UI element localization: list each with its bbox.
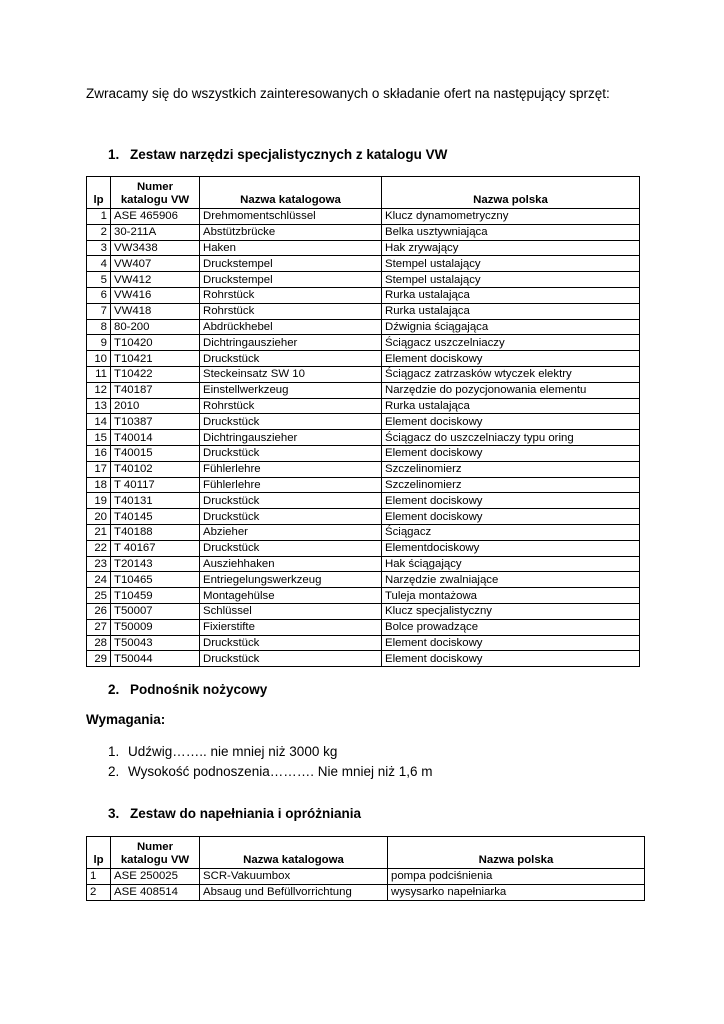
requirement-item: 1. Udźwig…….. nie mniej niż 3000 kg	[108, 744, 338, 759]
cell-nazwa-katalogowa: Dichtringauszieher	[200, 430, 382, 446]
table-row	[87, 556, 640, 572]
table-row	[87, 603, 640, 619]
table-row	[87, 430, 640, 446]
cell-numer: VW407	[111, 256, 200, 272]
cell-nazwa-polska: Tuleja montażowa	[382, 588, 640, 604]
header-numer: Numer katalogu VW	[111, 837, 200, 869]
table-row	[87, 572, 640, 588]
table-row	[87, 493, 640, 509]
cell-lp: 17	[87, 461, 111, 477]
section-1-heading	[108, 147, 447, 162]
table-row	[87, 540, 640, 556]
cell-nazwa-polska: wysysarko napełniarka	[388, 884, 645, 900]
cell-nazwa-katalogowa: Abzieher	[200, 524, 382, 540]
cell-nazwa-katalogowa: Druckstück	[200, 635, 382, 651]
cell-nazwa-polska: Stempel ustalający	[382, 256, 640, 272]
table-row	[87, 319, 640, 335]
cell-lp: 22	[87, 540, 111, 556]
cell-lp: 23	[87, 556, 111, 572]
cell-numer: 2010	[111, 398, 200, 414]
cell-nazwa-katalogowa: Entriegelungswerkzeug	[200, 572, 382, 588]
requirements-title: Wymagania:	[86, 712, 166, 727]
cell-numer: VW412	[111, 272, 200, 288]
table-row	[87, 588, 640, 604]
table-row	[87, 651, 640, 667]
cell-lp: 28	[87, 635, 111, 651]
cell-numer: T10421	[111, 351, 200, 367]
cell-lp: 18	[87, 477, 111, 493]
cell-nazwa-katalogowa: Absaug und Befüllvorrichtung	[200, 884, 388, 900]
cell-nazwa-katalogowa: Druckstück	[200, 414, 382, 430]
cell-lp: 24	[87, 572, 111, 588]
cell-lp: 7	[87, 303, 111, 319]
cell-nazwa-polska: Ściągacz uszczelniaczy	[382, 335, 640, 351]
cell-nazwa-polska: Element dociskowy	[382, 445, 640, 461]
section-2-title: Podnośnik nożycowy	[130, 682, 268, 697]
cell-numer: T 40117	[111, 477, 200, 493]
cell-numer: T50007	[111, 603, 200, 619]
cell-numer: T40131	[111, 493, 200, 509]
table-row	[87, 366, 640, 382]
cell-numer: VW418	[111, 303, 200, 319]
cell-nazwa-polska: Dźwignia ściągająca	[382, 319, 640, 335]
section-2-heading	[108, 682, 267, 697]
table-row	[87, 461, 640, 477]
cell-nazwa-katalogowa: Fühlerlehre	[200, 461, 382, 477]
cell-nazwa-katalogowa: Ausziehhaken	[200, 556, 382, 572]
cell-lp: 14	[87, 414, 111, 430]
cell-nazwa-polska: Szczelinomierz	[382, 461, 640, 477]
cell-nazwa-polska: Bolce prowadzące	[382, 619, 640, 635]
section-1-number: 1.	[108, 147, 120, 162]
cell-numer: T40145	[111, 509, 200, 525]
table-row	[87, 884, 645, 900]
cell-numer: T10422	[111, 366, 200, 382]
table-row	[87, 224, 640, 240]
cell-numer: T40188	[111, 524, 200, 540]
section-3-number: 3.	[108, 806, 120, 821]
table-row	[87, 445, 640, 461]
table-row	[87, 256, 640, 272]
cell-nazwa-katalogowa: Einstellwerkzeug	[200, 382, 382, 398]
cell-nazwa-polska: Element dociskowy	[382, 351, 640, 367]
cell-numer: 30-211A	[111, 224, 200, 240]
header-nazwa-polska: Nazwa polska	[388, 837, 645, 869]
cell-numer: T 40167	[111, 540, 200, 556]
cell-numer: ASE 250025	[111, 869, 200, 885]
cell-nazwa-katalogowa: Haken	[200, 240, 382, 256]
cell-nazwa-polska: Narzędzie do pozycjonowania elementu	[382, 382, 640, 398]
table-header-row	[87, 177, 640, 209]
cell-nazwa-katalogowa: Montagehülse	[200, 588, 382, 604]
cell-nazwa-polska: Elementdociskowy	[382, 540, 640, 556]
cell-lp: 20	[87, 509, 111, 525]
cell-numer: T10459	[111, 588, 200, 604]
table-row	[87, 209, 640, 225]
table-row	[87, 869, 645, 885]
table-row	[87, 477, 640, 493]
cell-numer: T10387	[111, 414, 200, 430]
cell-nazwa-polska: Klucz dynamometryczny	[382, 209, 640, 225]
cell-numer: T20143	[111, 556, 200, 572]
cell-nazwa-katalogowa: Dichtringauszieher	[200, 335, 382, 351]
cell-nazwa-katalogowa: Schlüssel	[200, 603, 382, 619]
cell-nazwa-polska: Ściągacz	[382, 524, 640, 540]
cell-nazwa-polska: Element dociskowy	[382, 651, 640, 667]
cell-nazwa-katalogowa: Druckstück	[200, 651, 382, 667]
cell-nazwa-polska: Szczelinomierz	[382, 477, 640, 493]
table-row	[87, 635, 640, 651]
cell-nazwa-polska: Ściągacz do uszczelniaczy typu oring	[382, 430, 640, 446]
cell-lp: 21	[87, 524, 111, 540]
table-header-row	[87, 837, 645, 869]
cell-lp: 12	[87, 382, 111, 398]
cell-nazwa-polska: Rurka ustalająca	[382, 398, 640, 414]
table-row	[87, 351, 640, 367]
cell-nazwa-polska: Rurka ustalająca	[382, 287, 640, 303]
cell-numer: T40014	[111, 430, 200, 446]
cell-nazwa-katalogowa: Druckstück	[200, 493, 382, 509]
cell-nazwa-polska: Element dociskowy	[382, 493, 640, 509]
table-row	[87, 619, 640, 635]
cell-nazwa-katalogowa: Rohrstück	[200, 398, 382, 414]
cell-nazwa-polska: Element dociskowy	[382, 635, 640, 651]
cell-nazwa-katalogowa: Fixierstifte	[200, 619, 382, 635]
cell-nazwa-katalogowa: Rohrstück	[200, 287, 382, 303]
cell-lp: 19	[87, 493, 111, 509]
cell-nazwa-katalogowa: Abstützbrücke	[200, 224, 382, 240]
filling-set-table	[86, 836, 645, 901]
cell-numer: T40102	[111, 461, 200, 477]
cell-nazwa-polska: Ściągacz zatrzasków wtyczek elektry	[382, 366, 640, 382]
cell-nazwa-polska: Stempel ustalający	[382, 272, 640, 288]
cell-nazwa-katalogowa: Druckstück	[200, 351, 382, 367]
cell-nazwa-katalogowa: Fühlerlehre	[200, 477, 382, 493]
table-row	[87, 303, 640, 319]
cell-lp: 16	[87, 445, 111, 461]
section-3-title: Zestaw do napełniania i opróżniania	[130, 806, 362, 821]
header-lp: lp	[87, 177, 111, 209]
section-2-number: 2.	[108, 682, 120, 697]
cell-lp: 8	[87, 319, 111, 335]
cell-nazwa-polska: Belka usztywniająca	[382, 224, 640, 240]
cell-lp: 25	[87, 588, 111, 604]
cell-nazwa-polska: Element dociskowy	[382, 414, 640, 430]
intro-text: Zwracamy się do wszystkich zainteresowanych o składanie ofert na następujący sprzęt:	[86, 86, 610, 101]
cell-nazwa-katalogowa: Druckstück	[200, 445, 382, 461]
cell-numer: T50044	[111, 651, 200, 667]
cell-nazwa-polska: Klucz specjalistyczny	[382, 603, 640, 619]
table-row	[87, 272, 640, 288]
cell-lp: 11	[87, 366, 111, 382]
cell-lp: 2	[87, 884, 111, 900]
table-row	[87, 240, 640, 256]
header-lp: lp	[87, 837, 111, 869]
cell-nazwa-polska: Hak ściągający	[382, 556, 640, 572]
cell-lp: 5	[87, 272, 111, 288]
cell-nazwa-polska: Element dociskowy	[382, 509, 640, 525]
cell-lp: 2	[87, 224, 111, 240]
filling-set-table-body	[87, 869, 645, 901]
cell-numer: T50043	[111, 635, 200, 651]
cell-nazwa-katalogowa: Druckstempel	[200, 256, 382, 272]
cell-nazwa-katalogowa: Steckeinsatz SW 10	[200, 366, 382, 382]
cell-lp: 13	[87, 398, 111, 414]
cell-numer: ASE 408514	[111, 884, 200, 900]
cell-nazwa-polska: pompa podciśnienia	[388, 869, 645, 885]
header-nazwa-polska: Nazwa polska	[382, 177, 640, 209]
header-nazwa-katalogowa: Nazwa katalogowa	[200, 177, 382, 209]
cell-nazwa-katalogowa: Drehmomentschlüssel	[200, 209, 382, 225]
cell-lp: 10	[87, 351, 111, 367]
table-row	[87, 335, 640, 351]
cell-nazwa-katalogowa: Druckstück	[200, 509, 382, 525]
cell-lp: 15	[87, 430, 111, 446]
cell-nazwa-katalogowa: Rohrstück	[200, 303, 382, 319]
cell-numer: T40187	[111, 382, 200, 398]
tools-table	[86, 176, 640, 667]
cell-numer: T10465	[111, 572, 200, 588]
header-nazwa-katalogowa: Nazwa katalogowa	[200, 837, 388, 869]
cell-numer: T50009	[111, 619, 200, 635]
cell-nazwa-polska: Narzędzie zwalniające	[382, 572, 640, 588]
cell-lp: 29	[87, 651, 111, 667]
table-row	[87, 524, 640, 540]
cell-lp: 6	[87, 287, 111, 303]
cell-nazwa-katalogowa: SCR-Vakuumbox	[200, 869, 388, 885]
requirements-list	[108, 742, 433, 782]
cell-nazwa-polska: Rurka ustalająca	[382, 303, 640, 319]
requirement-item: 2. Wysokość podnoszenia………. Nie mniej niż 1,6 m	[108, 764, 433, 779]
cell-numer: VW416	[111, 287, 200, 303]
table-row	[87, 382, 640, 398]
cell-nazwa-polska: Hak zrywający	[382, 240, 640, 256]
table-row	[87, 398, 640, 414]
cell-numer: T40015	[111, 445, 200, 461]
cell-lp: 1	[87, 209, 111, 225]
cell-nazwa-katalogowa: Druckstück	[200, 540, 382, 556]
cell-numer: T10420	[111, 335, 200, 351]
cell-lp: 27	[87, 619, 111, 635]
cell-lp: 3	[87, 240, 111, 256]
cell-lp: 1	[87, 869, 111, 885]
cell-lp: 26	[87, 603, 111, 619]
table-row	[87, 509, 640, 525]
cell-lp: 9	[87, 335, 111, 351]
table-row	[87, 414, 640, 430]
section-3-heading	[108, 806, 361, 821]
cell-lp: 4	[87, 256, 111, 272]
cell-nazwa-katalogowa: Abdrückhebel	[200, 319, 382, 335]
table-row	[87, 287, 640, 303]
tools-table-body	[87, 209, 640, 667]
cell-numer: VW3438	[111, 240, 200, 256]
header-numer: Numer katalogu VW	[111, 177, 200, 209]
cell-numer: ASE 465906	[111, 209, 200, 225]
cell-nazwa-katalogowa: Druckstempel	[200, 272, 382, 288]
cell-numer: 80-200	[111, 319, 200, 335]
section-1-title: Zestaw narzędzi specjalistycznych z katalogu VW	[130, 147, 448, 162]
